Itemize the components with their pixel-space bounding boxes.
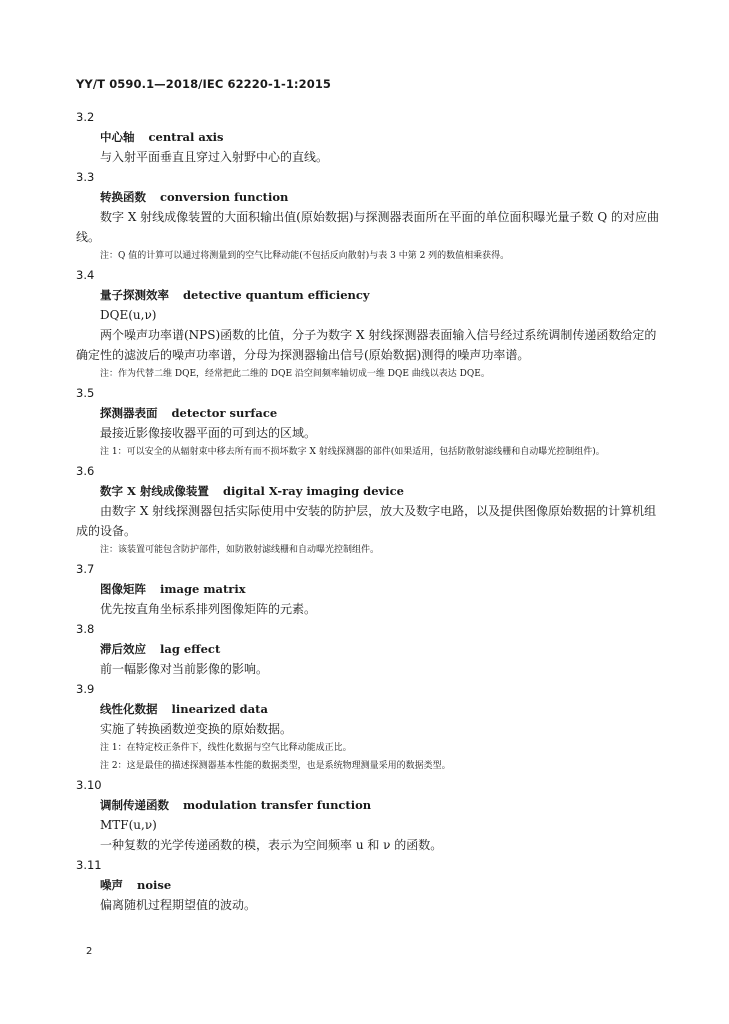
term-chinese: 图像矩阵: [100, 582, 146, 596]
term-english: image matrix: [160, 582, 246, 596]
term-chinese: 量子探测效率: [100, 288, 169, 302]
term-english: detective quantum efficiency: [183, 288, 370, 302]
term-definition: 前一幅影像对当前影像的影响。: [100, 662, 269, 676]
entry-term: [100, 579, 666, 599]
definition-entry: [76, 167, 666, 265]
definition-entry: [76, 855, 666, 915]
entry-number: 3.9: [76, 682, 95, 696]
document-header: YY/T 0590.1—2018/IEC 62220-1-1:2015: [76, 77, 332, 91]
term-english: digital X-ray imaging device: [222, 484, 404, 498]
entry-term: [100, 481, 666, 501]
definition-entry: [76, 679, 666, 775]
term-note: 注：该装置可能包含防护部件，如防散射滤线栅和自动曝光控制组件。: [100, 545, 380, 555]
term-note: 注 2：这是最佳的描述探测器基本性能的数据类型，也是系统物理测量采用的数据类型。: [100, 761, 451, 771]
term-note: 注 1：可以安全的从辐射束中移去所有而不损坏数字 X 射线探测器的部件(如果适用，包括防散射滤线栅和自动曝光控制组件)。: [100, 447, 605, 457]
entry-number: 3.3: [76, 170, 95, 184]
entry-term: [100, 403, 666, 423]
term-english: linearized data: [171, 702, 268, 716]
term-chinese: 数字 X 射线成像装置: [100, 484, 209, 498]
term-chinese: 调制传递函数: [100, 798, 169, 812]
term-english: modulation transfer function: [183, 798, 372, 812]
entry-number: 3.6: [76, 464, 95, 478]
term-definition: 最接近影像接收器平面的可到达的区域。: [100, 426, 317, 440]
definition-entry: [76, 383, 666, 461]
term-definition: 优先按直角坐标系排列图像矩阵的元素。: [100, 602, 317, 616]
definitions-list: [76, 107, 666, 915]
term-chinese: 中心轴: [100, 130, 135, 144]
entry-number: 3.7: [76, 562, 95, 576]
page-number: 2: [86, 946, 93, 957]
term-english: lag effect: [160, 642, 221, 656]
entry-term: [100, 699, 666, 719]
term-note: 注：作为代替二维 DQE，经常把此二维的 DQE 沿空间频率轴切成一维 DQE 曲线以表达 DQE。: [100, 369, 490, 379]
term-note: 注：Q 值的计算可以通过将测量到的空气比释动能(不包括反向散射)与表 3 中第 2 列的数值相乘获得。: [100, 251, 510, 261]
definition-entry: [76, 107, 666, 167]
term-english: conversion function: [160, 190, 289, 204]
term-chinese: 噪声: [100, 878, 123, 892]
entry-term: [100, 127, 666, 147]
term-note: 注 1：在特定校正条件下，线性化数据与空气比释动能成正比。: [100, 743, 352, 753]
term-chinese: 转换函数: [100, 190, 146, 204]
entry-number: 3.4: [76, 268, 95, 282]
term-definition: 一种复数的光学传递函数的模，表示为空间频率 u 和 ν 的函数。: [100, 838, 443, 852]
term-symbol: DQE(u,ν): [100, 308, 157, 322]
entry-number: 3.2: [76, 110, 95, 124]
entry-number: 3.8: [76, 622, 95, 636]
definition-entry: [76, 265, 666, 383]
definition-entry: [76, 619, 666, 679]
definition-entry: [76, 461, 666, 559]
definition-entry: [76, 775, 666, 855]
entry-number: 3.10: [76, 778, 102, 792]
entry-term: [100, 875, 666, 895]
entry-term: [100, 639, 666, 659]
term-chinese: 滞后效应: [100, 642, 146, 656]
term-definition: 由数字 X 射线探测器包括实际使用中安装的防护层，放大及数字电路，以及提供图像原始数据的计算机组成的设备。: [76, 504, 657, 538]
term-chinese: 线性化数据: [100, 702, 158, 716]
term-english: detector surface: [171, 406, 278, 420]
term-definition: 两个噪声功率谱(NPS)函数的比值，分子为数字 X 射线探测器表面输入信号经过系统调制传递函数给定的确定性的滤波后的噪声功率谱，分母为探测器输出信号(原始数据)测得的噪声功率谱。: [76, 328, 657, 362]
entry-term: [100, 187, 666, 207]
term-chinese: 探测器表面: [100, 406, 158, 420]
term-definition: 实施了转换函数逆变换的原始数据。: [100, 722, 293, 736]
term-definition: 偏离随机过程期望值的波动。: [100, 898, 257, 912]
term-definition: 数字 X 射线成像装置的大面积输出值(原始数据)与探测器表面所在平面的单位面积曝光量子数 Q 的对应曲线。: [76, 210, 660, 244]
entry-term: [100, 795, 666, 815]
definition-entry: [76, 559, 666, 619]
entry-number: 3.5: [76, 386, 95, 400]
entry-term: [100, 285, 666, 305]
term-english: central axis: [148, 130, 224, 144]
term-symbol: MTF(u,ν): [100, 818, 157, 832]
term-english: noise: [137, 878, 172, 892]
entry-number: 3.11: [76, 858, 102, 872]
term-definition: 与入射平面垂直且穿过入射野中心的直线。: [100, 150, 329, 164]
